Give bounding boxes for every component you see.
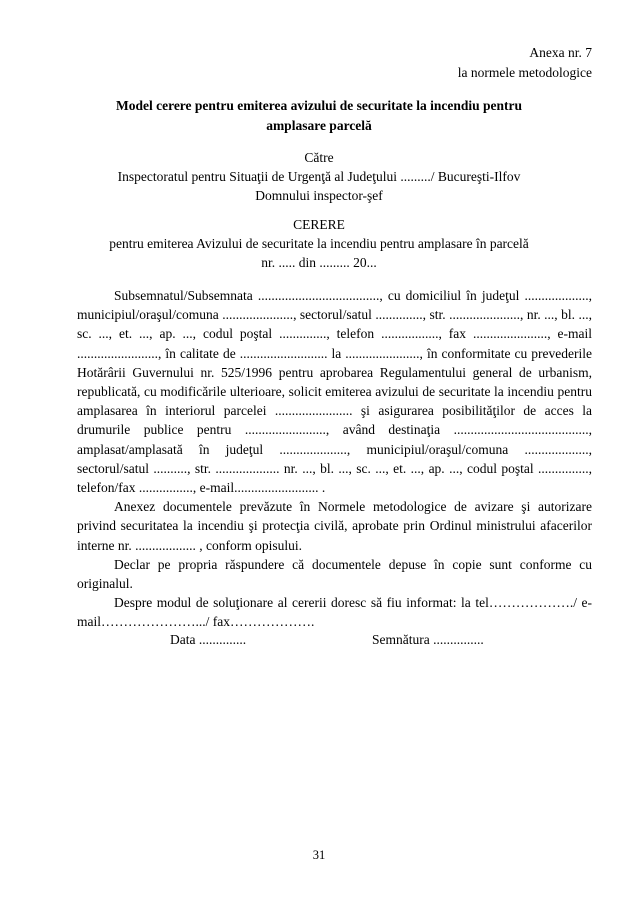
signature-field: Semnătura ............... xyxy=(372,632,484,647)
date-field: Data .............. xyxy=(170,632,247,647)
request-heading: CERERE xyxy=(293,217,345,232)
annex-subtitle: la normele metodologice xyxy=(457,65,592,80)
body-paragraph-contact: Despre modul de soluţionare al cererii doresc să fiu informat: la tel………………./ e-mail………………….../ fax………………. xyxy=(77,595,592,630)
addressee-person: Domnului inspector-şef xyxy=(255,188,383,203)
title-line-1: Model cerere pentru emiterea avizului de securitate la incendiu pentru xyxy=(115,98,523,113)
addressee-institution: Inspectoratul pentru Situaţii de Urgenţă al Judeţului ........./ Bucureşti-Ilfov xyxy=(117,169,521,184)
page-number: 31 xyxy=(312,848,326,862)
request-number-date: nr. ..... din ......... 20... xyxy=(261,255,377,270)
body-paragraph-declaration: Declar pe propria răspundere că documentele depuse în copie sunt conforme cu originalul. xyxy=(77,556,592,592)
annex-number: Anexa nr. 7 xyxy=(529,45,592,60)
body-paragraph-annexes: Anexez documentele prevăzute în Normele metodologice de avizare şi autorizare privind securitatea la incendiu şi protecţia civilă, aprobate prin Ordinul ministrului afacerilor interne nr. .................. , conform opisului. xyxy=(77,499,592,553)
addressee-to: Către xyxy=(304,150,334,165)
document-title xyxy=(80,96,558,136)
request-body xyxy=(77,286,592,632)
body-paragraph-applicant: Subsemnatul/Subsemnata ...................................., cu domiciliul în judeţul ..................., municipiul/oraşul/comuna ....................., sectorul/satul .............., str. ....................., nr. ..., bl. ..., sc. ..., et. ..., ap. ..., codul poştal .............., telefon ................., fax ......................, e-mail ........................, în calitate de .......................... la ......................, în conformitate cu prevederile Hotărârii Guvernului nr. 525/1996 pentru aprobarea Regulamentului general de urbanism, republicată, cu modificările ulterioare, solicit emiterea avizului de securitate la incendiu pentru amplasarea în interiorul parcelei ....................... şi asigurarea posibilităţilor de acces la drumurile publice pentru ........................, având destinaţia ........................................, amplasat/amplasată în judeţul ...................., municipiul/oraşul/comuna ..................., sectorul/satul .........., str. ................... nr. ..., bl. ..., sc. ..., et. ..., ap. ..., codul poştal ..............., telefon/fax ................, e-mail......................... . xyxy=(77,288,592,496)
request-heading-block xyxy=(60,215,578,272)
annex-header xyxy=(458,43,592,83)
title-line-2: amplasare parcelă xyxy=(266,118,372,133)
addressee-block xyxy=(60,148,578,205)
request-subject: pentru emiterea Avizului de securitate la incendiu pentru amplasare în parcelă xyxy=(109,236,529,251)
